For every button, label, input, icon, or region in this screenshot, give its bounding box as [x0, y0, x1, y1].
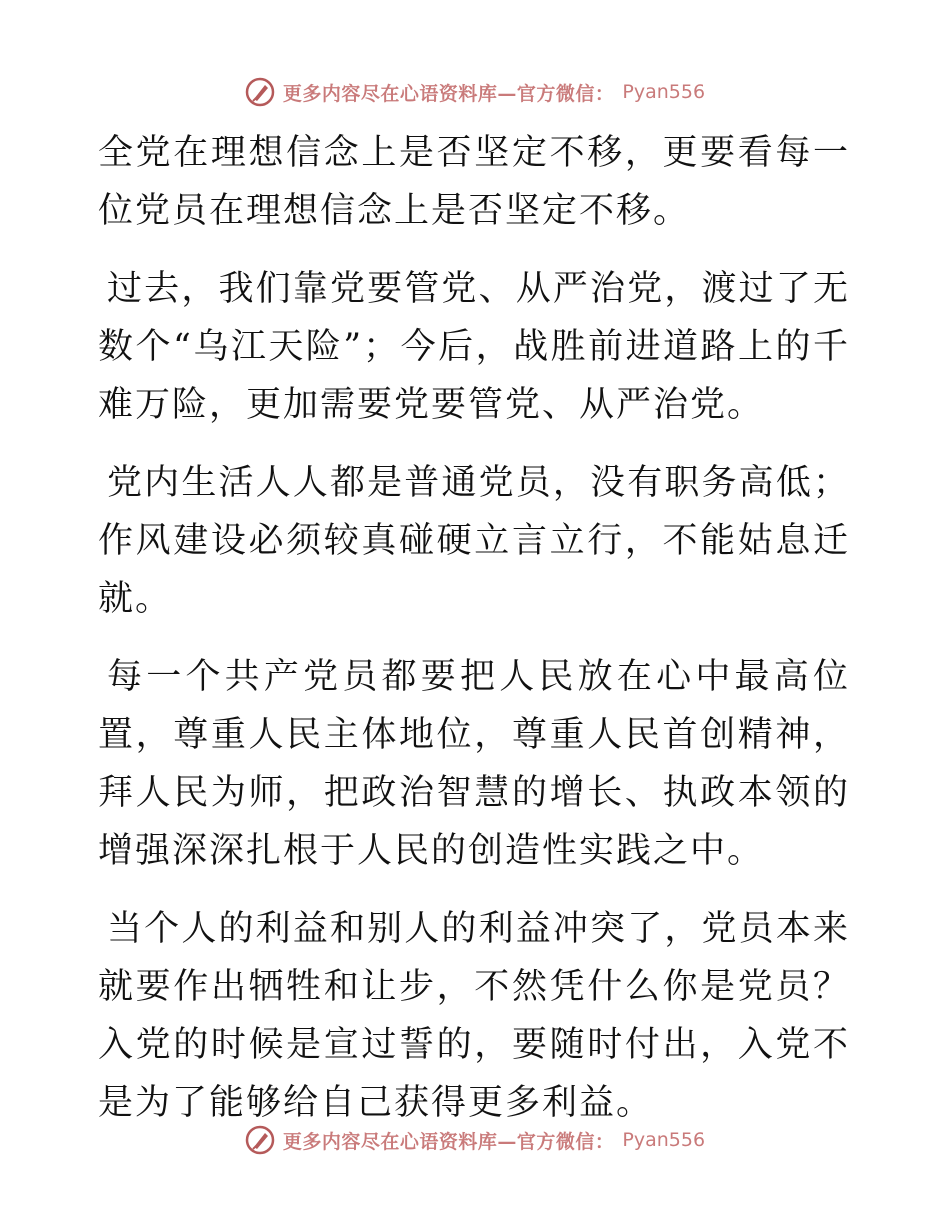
footer-watermark-text: 更多内容尽在心语资料库—官方微信：: [282, 1130, 615, 1153]
quill-pen-logo-icon: [245, 1125, 275, 1155]
paragraph-2: 过去，我们靠党要管党、从严治党，渡过了无数个“乌江天险”；今后，战胜前进道路上的千难万险，更加需要党要管党、从严治党。: [98, 269, 850, 425]
header-watermark-text: 更多内容尽在心语资料库—官方微信：: [282, 82, 615, 105]
document-body: [98, 124, 850, 1152]
quill-pen-logo-icon: [245, 77, 275, 107]
paragraph-1: 全党在理想信念上是否坚定不移，更要看每一位党员在理想信念上是否坚定不移。: [98, 133, 850, 231]
footer-watermark: [0, 1120, 950, 1160]
header-wechat-id: Pyan556: [622, 81, 706, 103]
header-watermark: [0, 72, 950, 112]
paragraph-5: 当个人的利益和别人的利益冲突了，党员本来就要作出牺牲和让步，不然凭什么你是党员？入党的时候是宣过誓的，要随时付出，入党不是为了能够给自己获得更多利益。: [98, 909, 850, 1123]
footer-wechat-id: Pyan556: [622, 1129, 706, 1151]
paragraph-4: 每一个共产党员都要把人民放在心中最高位置，尊重人民主体地位，尊重人民首创精神，拜人民为师，把政治智慧的增长、执政本领的增强深深扎根于人民的创造性实践之中。: [98, 657, 850, 871]
paragraph-3: 党内生活人人都是普通党员，没有职务高低；作风建设必须较真碰硬立言立行，不能姑息迁就。: [98, 463, 850, 619]
